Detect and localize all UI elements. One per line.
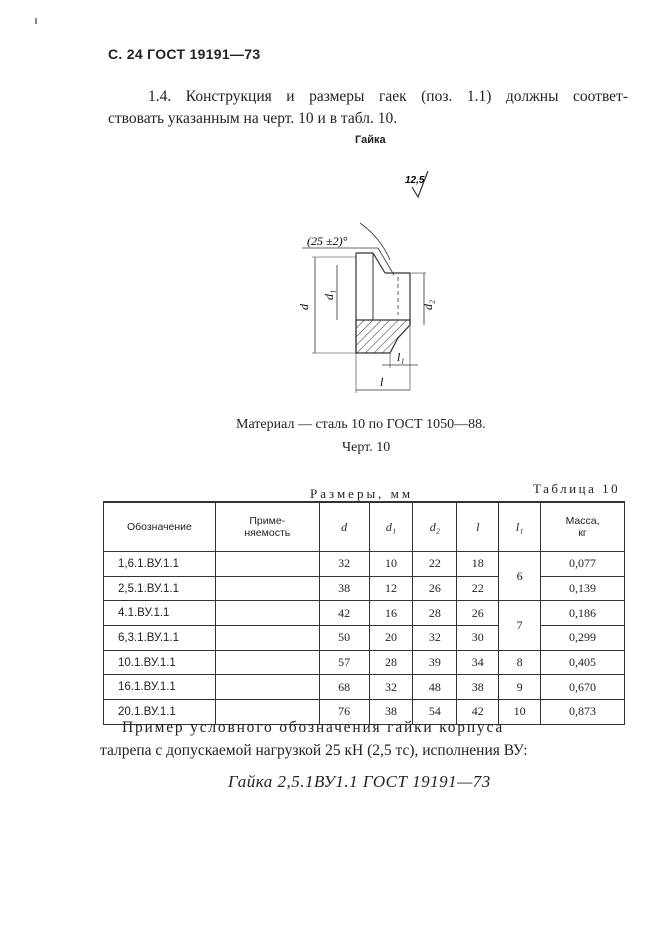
cell-d1: 28 — [369, 650, 413, 675]
scan-mark — [35, 18, 37, 24]
cell-applicability — [215, 650, 319, 675]
cell-l: 22 — [457, 576, 499, 601]
cell-l1: 9 — [499, 675, 541, 700]
table-row — [104, 552, 625, 577]
cell-d1: 20 — [369, 626, 413, 651]
cell-d: 32 — [319, 552, 369, 577]
cell-d1: 38 — [369, 700, 413, 725]
cell-applicability — [215, 601, 319, 626]
cell-d2: 54 — [413, 700, 457, 725]
cell-mass: 0,186 — [541, 601, 625, 626]
cell-d: 57 — [319, 650, 369, 675]
cell-l: 42 — [457, 700, 499, 725]
dim-l-label: l — [380, 375, 384, 389]
cell-d1: 10 — [369, 552, 413, 577]
page-header: С. 24 ГОСТ 19191—73 — [108, 46, 261, 62]
cell-d1: 16 — [369, 601, 413, 626]
cell-applicability — [215, 626, 319, 651]
cell-d: 76 — [319, 700, 369, 725]
cell-mass: 0,670 — [541, 675, 625, 700]
cell-l: 26 — [457, 601, 499, 626]
cell-d: 42 — [319, 601, 369, 626]
dim-d2-label: d₂ — [421, 299, 435, 310]
header-l1: l₁ — [499, 502, 541, 552]
cell-l: 30 — [457, 626, 499, 651]
cell-d: 38 — [319, 576, 369, 601]
paragraph-line-1: 1.4. Конструкция и размеры гаек (поз. 1.1) должны соответ- — [148, 88, 628, 105]
dim-d1-label: d₁ — [322, 289, 336, 300]
table-row — [104, 675, 625, 700]
header-designation: Обозначение — [104, 502, 216, 552]
cell-mass: 0,873 — [541, 700, 625, 725]
table-row — [104, 626, 625, 651]
figure-caption: Черт. 10 — [342, 440, 391, 455]
table-row — [104, 576, 625, 601]
table-row — [104, 601, 625, 626]
cell-d2: 28 — [413, 601, 457, 626]
cell-designation: 6,3.1.ВУ.1.1 — [104, 626, 216, 651]
hatched-section — [356, 320, 410, 353]
cell-l: 38 — [457, 675, 499, 700]
cell-mass: 0,077 — [541, 552, 625, 577]
cell-d2: 32 — [413, 626, 457, 651]
cell-l: 34 — [457, 650, 499, 675]
header-mass: Масса, кг — [541, 502, 625, 552]
cell-applicability — [215, 576, 319, 601]
example-paragraph — [100, 716, 620, 762]
cell-d2: 22 — [413, 552, 457, 577]
nut-drawing — [290, 165, 435, 400]
cell-designation: 20.1.ВУ.1.1 — [104, 700, 216, 725]
cell-designation: 10.1.ВУ.1.1 — [104, 650, 216, 675]
cell-designation: 2,5.1.ВУ.1.1 — [104, 576, 216, 601]
cell-d: 68 — [319, 675, 369, 700]
cell-designation: 1,6.1.ВУ.1.1 — [104, 552, 216, 577]
cell-mass: 0,139 — [541, 576, 625, 601]
header-d: d — [319, 502, 369, 552]
table-row — [104, 650, 625, 675]
example-line-2: талрепа с допускаемой нагрузкой 25 кН (2,5 тс), исполнения ВУ: — [100, 742, 528, 759]
cell-d1: 12 — [369, 576, 413, 601]
paragraph-line-2: ствовать указанным на черт. 10 и в табл. 10. — [108, 110, 398, 127]
cell-d: 50 — [319, 626, 369, 651]
table-number: Таблица 10 — [533, 481, 621, 496]
cell-l1: 8 — [499, 650, 541, 675]
cell-l1: 7 — [499, 601, 541, 650]
angle-label: (25 ±2)° — [307, 234, 348, 248]
header-d2: d₂ — [413, 502, 457, 552]
cell-mass: 0,405 — [541, 650, 625, 675]
cell-l1: 6 — [499, 552, 541, 601]
cell-l1: 10 — [499, 700, 541, 725]
header-l: l — [457, 502, 499, 552]
cell-l: 18 — [457, 552, 499, 577]
header-d1: d₁ — [369, 502, 413, 552]
cell-d2: 39 — [413, 650, 457, 675]
example-line-1: Пример условного обозначения гайки корпуса — [122, 719, 505, 736]
cell-applicability — [215, 675, 319, 700]
cell-d2: 48 — [413, 675, 457, 700]
dim-l1-label: l₁ — [397, 350, 405, 364]
material-note: Материал — сталь 10 по ГОСТ 1050—88. — [236, 417, 486, 432]
cell-d2: 26 — [413, 576, 457, 601]
dim-d-label: d — [297, 304, 311, 310]
cell-applicability — [215, 552, 319, 577]
dimensions-table — [103, 501, 625, 725]
header-applicability: Приме- няемость — [215, 502, 319, 552]
example-designation: Гайка 2,5.1ВУ1.1 ГОСТ 19191—73 — [228, 772, 491, 791]
paragraph-1-4 — [108, 86, 628, 130]
cell-designation: 4.1.ВУ.1.1 — [104, 601, 216, 626]
cell-d1: 32 — [369, 675, 413, 700]
figure-title: Гайка — [355, 134, 386, 146]
cell-mass: 0,299 — [541, 626, 625, 651]
roughness-label: 12,5 — [405, 175, 425, 186]
table-units: Размеры, мм — [310, 486, 414, 501]
cell-designation: 16.1.ВУ.1.1 — [104, 675, 216, 700]
